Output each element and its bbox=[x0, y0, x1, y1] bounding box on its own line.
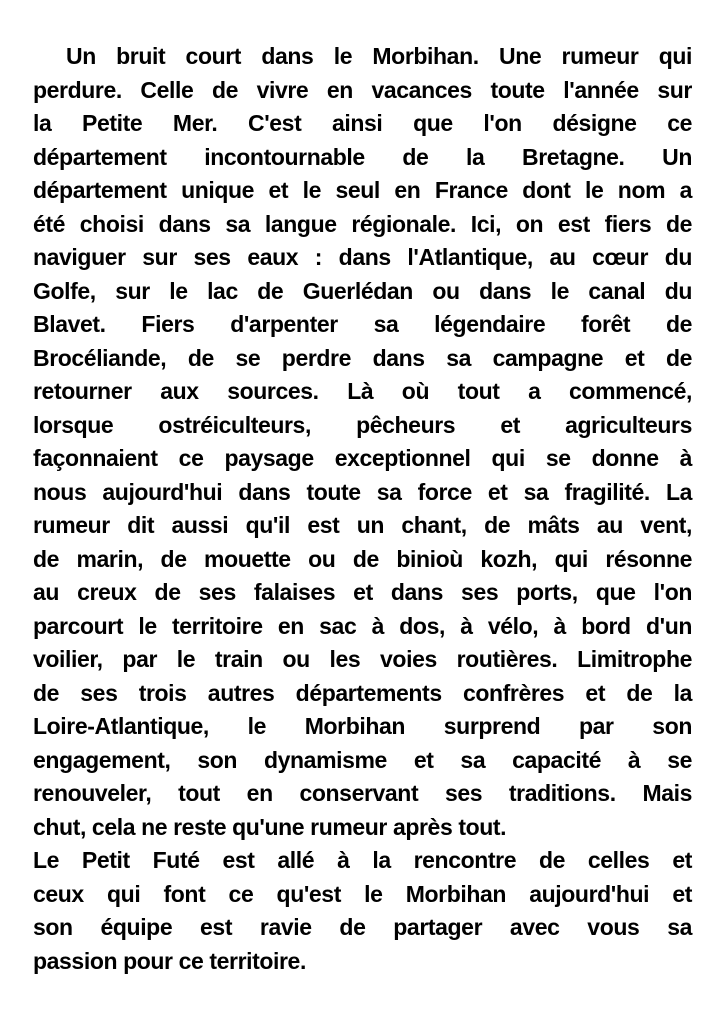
text-line: façonnaient ce paysage exceptionnel qui se donne à bbox=[33, 445, 692, 471]
text-line: retourner aux sources. Là où tout a commencé, bbox=[33, 378, 692, 404]
text-line: de ses trois autres départements confrères et de la bbox=[33, 679, 692, 706]
text-line: Loire-Atlantique, le Morbihan surprend par son bbox=[33, 713, 692, 739]
text-line: de marin, de mouette ou de binioù kozh, qui résonne bbox=[33, 545, 692, 572]
text-line: chut, cela ne reste qu'une rumeur après tout. bbox=[33, 813, 507, 840]
text-line: au creux de ses falaises et dans ses ports, que l'on bbox=[33, 579, 692, 605]
text-line: naviguer sur ses eaux : dans l'Atlantique, au cœur du bbox=[33, 244, 692, 270]
text-line: parcourt le territoire en sac à dos, à vélo, à bord d'un bbox=[33, 612, 692, 639]
text-line: lorsque ostréiculteurs, pêcheurs et agriculteurs bbox=[33, 411, 692, 438]
text-line: son équipe est ravie de partager avec vous sa bbox=[33, 914, 692, 940]
text-line: Le Petit Futé est allé à la rencontre de celles et bbox=[33, 847, 692, 873]
text-line: la Petite Mer. C'est ainsi que l'on désigne ce bbox=[33, 110, 692, 136]
text-line: Brocéliande, de se perdre dans sa campagne et de bbox=[33, 344, 692, 371]
paragraph bbox=[33, 844, 692, 978]
text-line: ceux qui font ce qu'est le Morbihan aujourd'hui et bbox=[33, 880, 692, 907]
text-line: perdure. Celle de vivre en vacances toute l'année sur bbox=[33, 76, 692, 103]
text-line: Golfe, sur le lac de Guerlédan ou dans le canal du bbox=[33, 277, 692, 304]
text-line: nous aujourd'hui dans toute sa force et sa fragilité. La bbox=[33, 478, 692, 505]
text-line: voilier, par le train ou les voies routières. Limitrophe bbox=[33, 646, 692, 672]
text-line: département incontournable de la Bretagne. Un bbox=[33, 143, 692, 170]
text-line: département unique et le seul en France dont le nom a bbox=[33, 177, 692, 203]
text-line: Blavet. Fiers d'arpenter sa légendaire forêt de bbox=[33, 311, 692, 337]
text-line: rumeur dit aussi qu'il est un chant, de mâts au vent, bbox=[33, 512, 692, 538]
text-line: engagement, son dynamisme et sa capacité à se bbox=[33, 746, 692, 773]
text-line: Un bruit court dans le Morbihan. Une rumeur qui bbox=[66, 43, 692, 69]
text-line: été choisi dans sa langue régionale. Ici, on est fiers de bbox=[33, 210, 692, 237]
text-line: passion pour ce territoire. bbox=[33, 947, 306, 974]
text-line: renouveler, tout en conservant ses traditions. Mais bbox=[33, 780, 692, 806]
paragraph bbox=[33, 40, 692, 844]
